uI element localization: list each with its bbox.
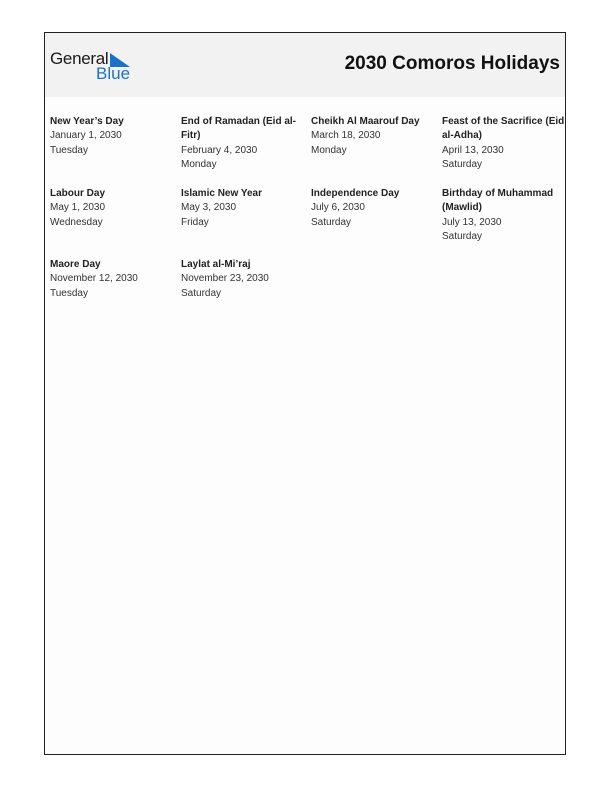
holiday-name: Laylat al-Mi’raj xyxy=(181,259,251,270)
holiday-item xyxy=(181,258,305,301)
holiday-item xyxy=(442,187,566,244)
holiday-date: May 1, 2030 xyxy=(50,202,106,214)
holiday-weekday: Monday xyxy=(181,158,217,170)
holiday-weekday: Tuesday xyxy=(50,144,88,156)
holiday-weekday: Wednesday xyxy=(50,216,103,228)
holiday-item xyxy=(181,187,305,230)
holiday-name: Independence Day xyxy=(311,188,400,199)
holiday-name: Feast of the Sacrifice (Eid al-Adha) xyxy=(442,116,565,142)
holiday-date: November 23, 2030 xyxy=(181,273,269,285)
holiday-weekday: Saturday xyxy=(181,287,222,299)
holiday-item xyxy=(50,115,174,158)
holiday-name: Birthday of Muhammad (Mawlid) xyxy=(442,188,554,214)
holiday-weekday: Saturday xyxy=(442,230,483,242)
holiday-date: November 12, 2030 xyxy=(50,273,138,285)
holiday-page xyxy=(44,32,566,755)
holiday-date: May 3, 2030 xyxy=(181,202,237,214)
holiday-name: Labour Day xyxy=(50,188,106,199)
holiday-date: February 4, 2030 xyxy=(181,144,258,156)
logo-text-blue: Blue xyxy=(96,64,131,83)
holiday-item xyxy=(50,187,174,230)
logo-text-general: General xyxy=(50,49,109,68)
holiday-name: Islamic New Year xyxy=(181,188,262,199)
holiday-item xyxy=(311,187,435,230)
holiday-name: End of Ramadan (Eid al-Fitr) xyxy=(181,116,297,142)
holiday-weekday: Friday xyxy=(181,216,209,228)
holiday-weekday: Tuesday xyxy=(50,287,88,299)
holiday-date: July 13, 2030 xyxy=(442,216,502,228)
holiday-date: July 6, 2030 xyxy=(311,202,365,214)
generalblue-logo xyxy=(50,49,140,85)
holiday-name: New Year’s Day xyxy=(50,116,124,127)
holiday-item xyxy=(442,115,566,172)
holiday-name: Maore Day xyxy=(50,259,101,270)
holiday-item xyxy=(181,115,305,172)
holiday-item xyxy=(50,258,174,301)
holiday-weekday: Saturday xyxy=(311,216,352,228)
holiday-name: Cheikh Al Maarouf Day xyxy=(311,116,420,127)
holiday-item xyxy=(311,115,435,158)
page-header xyxy=(45,33,565,97)
page-title: 2030 Comoros Holidays xyxy=(344,53,560,74)
holiday-date: March 18, 2030 xyxy=(311,130,381,142)
holiday-date: April 13, 2030 xyxy=(442,144,504,156)
holiday-weekday: Saturday xyxy=(442,158,483,170)
holiday-date: January 1, 2030 xyxy=(50,130,122,142)
holiday-weekday: Monday xyxy=(311,144,347,156)
